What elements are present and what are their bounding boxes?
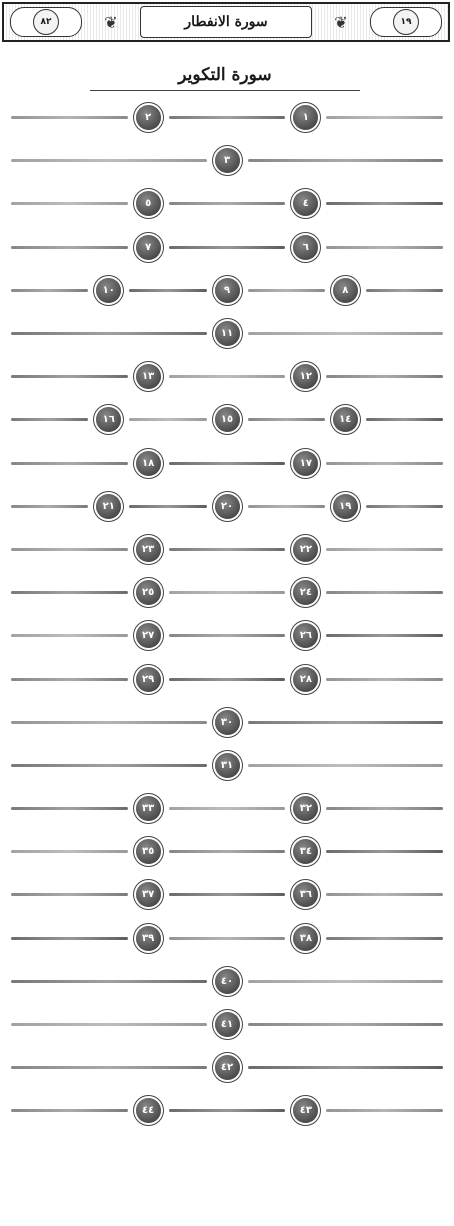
ayah-number-marker: ١٧ [293,451,318,476]
ayah-number-marker: ٢٨ [293,667,318,692]
calligraphy-segment [166,591,289,594]
calligraphy-stroke [169,678,286,681]
ayah-number-marker: ٦ [293,235,318,260]
calligraphy-stroke [11,591,128,594]
calligraphy-stroke [169,893,286,896]
ayah-number-marker: ١٣ [136,364,161,389]
calligraphy-stroke [169,807,286,810]
calligraphy-stroke [366,505,443,508]
ayah-number-marker: ٣٤ [293,839,318,864]
ayah-number-marker: ٢٢ [293,537,318,562]
calligraphy-segment [8,505,91,508]
ayah-number-marker: ٣٠ [215,710,240,735]
text-line [8,485,446,528]
calligraphy-stroke [11,1066,207,1069]
calligraphy-stroke [169,202,286,205]
calligraphy-segment [8,764,210,767]
ayah-number-marker: ٤٤ [136,1098,161,1123]
calligraphy-stroke [169,116,286,119]
text-line [8,139,446,182]
calligraphy-segment [8,418,91,421]
text-line [8,528,446,571]
calligraphy-segment [8,807,131,810]
calligraphy-stroke [326,375,443,378]
calligraphy-stroke [11,807,128,810]
calligraphy-segment [8,246,131,249]
ayah-number-marker: ٢٣ [136,537,161,562]
ayah-number-marker: ٣٣ [136,796,161,821]
page-header-frame [2,2,450,42]
calligraphy-stroke [11,721,207,724]
calligraphy-segment [245,418,328,421]
calligraphy-segment [323,807,446,810]
ayah-number-marker: ١٦ [96,407,121,432]
ayah-number-marker: ١١ [215,321,240,346]
calligraphy-segment [323,850,446,853]
ayah-number-marker: ٢٦ [293,623,318,648]
ayah-number-marker: ٣٢ [293,796,318,821]
calligraphy-segment [166,1109,289,1112]
calligraphy-stroke [169,548,286,551]
calligraphy-stroke [326,937,443,940]
calligraphy-stroke [326,548,443,551]
ayah-number-marker: ٣٦ [293,882,318,907]
ayah-number-marker: ٣٧ [136,882,161,907]
calligraphy-stroke [11,1109,128,1112]
calligraphy-segment [323,116,446,119]
calligraphy-segment [323,678,446,681]
surah-banner [90,60,360,91]
calligraphy-stroke [11,850,128,853]
calligraphy-stroke [11,202,128,205]
calligraphy-segment [323,548,446,551]
ayah-number-marker: ٢٠ [215,494,240,519]
ayah-number-marker: ٢١ [96,494,121,519]
calligraphy-stroke [11,505,88,508]
ayah-number-marker: ٣٩ [136,926,161,951]
scroll-ornament-icon: ❦ [334,12,348,32]
calligraphy-stroke [129,505,206,508]
calligraphy-segment [126,418,209,421]
calligraphy-stroke [326,1109,443,1112]
calligraphy-segment [8,202,131,205]
text-line [8,355,446,398]
calligraphy-stroke [326,591,443,594]
calligraphy-segment [323,893,446,896]
calligraphy-stroke [248,332,444,335]
calligraphy-segment [245,1023,447,1026]
calligraphy-stroke [11,375,128,378]
ayah-number-marker: ٣٨ [293,926,318,951]
text-line [8,1003,446,1046]
calligraphy-stroke [169,1109,286,1112]
calligraphy-segment [166,375,289,378]
text-line [8,1046,446,1089]
text-line [8,96,446,139]
calligraphy-segment [8,980,210,983]
calligraphy-stroke [11,159,207,162]
calligraphy-segment [166,893,289,896]
text-line [8,1089,446,1132]
calligraphy-segment [166,807,289,810]
calligraphy-stroke [11,937,128,940]
calligraphy-stroke [326,246,443,249]
calligraphy-segment [166,462,289,465]
calligraphy-segment [8,462,131,465]
calligraphy-segment [8,548,131,551]
calligraphy-segment [323,462,446,465]
ayah-number-marker: ٢٤ [293,580,318,605]
ayah-number-marker: ٣٥ [136,839,161,864]
text-line [8,269,446,312]
calligraphy-stroke [326,462,443,465]
calligraphy-segment [8,375,131,378]
calligraphy-stroke [326,634,443,637]
calligraphy-stroke [169,375,286,378]
calligraphy-stroke [11,893,128,896]
text-line [8,787,446,830]
calligraphy-stroke [326,850,443,853]
calligraphy-stroke [11,634,128,637]
ayah-number-marker: ٩ [215,278,240,303]
calligraphy-segment [8,850,131,853]
calligraphy-segment [8,1109,131,1112]
calligraphy-stroke [129,418,206,421]
ayah-number-marker: ٤ [293,191,318,216]
calligraphy-stroke [169,462,286,465]
ayah-number-marker: ٧ [136,235,161,260]
text-line [8,701,446,744]
calligraphy-segment [126,289,209,292]
calligraphy-segment [245,721,447,724]
text-line [8,873,446,916]
calligraphy-segment [166,850,289,853]
calligraphy-segment [8,634,131,637]
calligraphy-segment [166,937,289,940]
ayah-number-marker: ٤١ [215,1012,240,1037]
calligraphy-stroke [11,332,207,335]
text-line [8,312,446,355]
ayah-number-marker: ١٤ [333,407,358,432]
text-line [8,571,446,614]
calligraphy-segment [8,678,131,681]
calligraphy-segment [323,246,446,249]
calligraphy-segment [126,505,209,508]
calligraphy-segment [166,246,289,249]
calligraphy-segment [8,116,131,119]
calligraphy-stroke [11,548,128,551]
calligraphy-stroke [326,807,443,810]
calligraphy-stroke [326,116,443,119]
calligraphy-stroke [11,289,88,292]
calligraphy-stroke [169,850,286,853]
calligraphy-stroke [248,764,444,767]
calligraphy-segment [166,116,289,119]
calligraphy-segment [323,937,446,940]
calligraphy-segment [323,1109,446,1112]
calligraphy-segment [166,202,289,205]
ayah-number-marker: ١٥ [215,407,240,432]
header-ornament-right [10,7,82,37]
header-medal-right: ٨٢ [33,9,59,35]
calligraphy-segment [166,634,289,637]
ayah-number-marker: ٢٧ [136,623,161,648]
calligraphy-segment [8,893,131,896]
calligraphy-stroke [326,202,443,205]
text-line [8,657,446,700]
calligraphy-stroke [248,505,325,508]
ayah-number-marker: ٨ [333,278,358,303]
ayah-number-marker: ٣ [215,148,240,173]
scroll-ornament-icon: ❦ [104,12,118,32]
calligraphy-stroke [248,721,444,724]
calligraphy-stroke [11,678,128,681]
calligraphy-segment [323,634,446,637]
calligraphy-segment [8,937,131,940]
calligraphy-stroke [129,289,206,292]
ayah-number-marker: ١ [293,105,318,130]
calligraphy-stroke [366,289,443,292]
calligraphy-stroke [169,634,286,637]
calligraphy-stroke [248,980,444,983]
header-medal-left: ١٩ [393,9,419,35]
calligraphy-segment [245,505,328,508]
calligraphy-segment [8,1066,210,1069]
ayah-number-marker: ٤٠ [215,969,240,994]
calligraphy-stroke [11,980,207,983]
calligraphy-stroke [11,116,128,119]
ayah-number-marker: ٢٥ [136,580,161,605]
calligraphy-segment [363,289,446,292]
ayah-number-marker: ٥ [136,191,161,216]
calligraphy-stroke [248,1023,444,1026]
calligraphy-segment [245,764,447,767]
calligraphy-stroke [11,1023,207,1026]
calligraphy-segment [323,591,446,594]
calligraphy-segment [8,721,210,724]
text-line [8,917,446,960]
text-line [8,744,446,787]
calligraphy-stroke [248,1066,444,1069]
calligraphy-stroke [169,591,286,594]
calligraphy-segment [245,289,328,292]
calligraphy-segment [8,591,131,594]
ayah-number-marker: ٢ [136,105,161,130]
calligraphy-stroke [11,418,88,421]
calligraphy-stroke [248,418,325,421]
calligraphy-segment [363,418,446,421]
calligraphy-segment [323,202,446,205]
ayah-number-marker: ١٠ [96,278,121,303]
ayah-number-marker: ٣١ [215,753,240,778]
calligraphy-stroke [169,246,286,249]
text-line [8,960,446,1003]
calligraphy-segment [245,332,447,335]
ayah-number-marker: ٤٣ [293,1098,318,1123]
calligraphy-segment [245,980,447,983]
header-surah-title: سورة الانفطار [140,6,312,38]
calligraphy-stroke [366,418,443,421]
calligraphy-segment [363,505,446,508]
ayah-number-marker: ٢٩ [136,667,161,692]
calligraphy-stroke [11,246,128,249]
header-ornament-left [370,7,442,37]
calligraphy-segment [245,1066,447,1069]
calligraphy-segment [8,1023,210,1026]
calligraphy-stroke [248,289,325,292]
text-line [8,182,446,225]
calligraphy-segment [8,289,91,292]
calligraphy-segment [323,375,446,378]
calligraphy-stroke [11,462,128,465]
ayah-number-marker: ١٨ [136,451,161,476]
calligraphy-stroke [326,678,443,681]
calligraphy-segment [8,159,210,162]
calligraphy-stroke [248,159,444,162]
text-line [8,830,446,873]
calligraphy-segment [166,678,289,681]
text-line [8,614,446,657]
calligraphy-segment [166,548,289,551]
calligraphy-segment [245,159,447,162]
calligraphy-stroke [169,937,286,940]
ayah-number-marker: ١٩ [333,494,358,519]
calligraphy-stroke [326,893,443,896]
ayah-number-marker: ١٢ [293,364,318,389]
surah-banner-title: سورة التكوير [178,65,272,85]
text-lines [8,96,446,1133]
calligraphy-stroke [11,764,207,767]
calligraphy-segment [8,332,210,335]
text-line [8,226,446,269]
ayah-number-marker: ٤٢ [215,1055,240,1080]
text-line [8,398,446,441]
text-line [8,442,446,485]
